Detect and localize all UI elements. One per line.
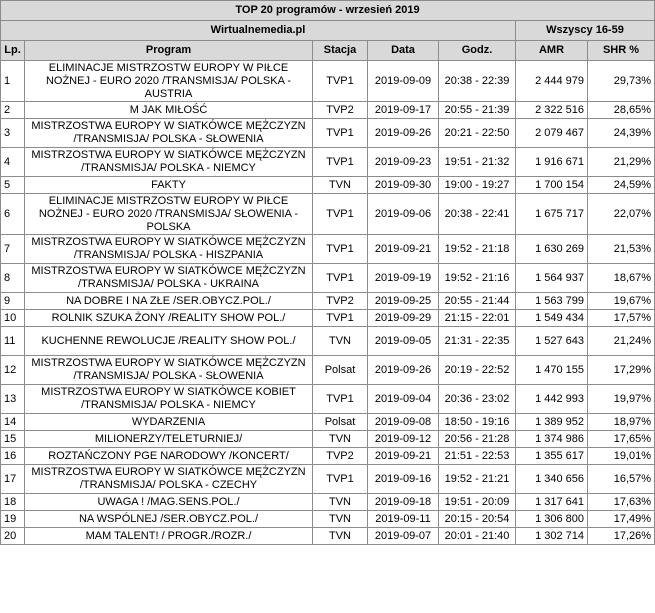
column-header-stacja: Stacja bbox=[313, 41, 368, 61]
cell-stacja: TVN bbox=[313, 528, 368, 545]
cell-data: 2019-09-16 bbox=[368, 465, 439, 494]
cell-program: NA WSPÓLNEJ /SER.OBYCZ.POL./ bbox=[25, 511, 313, 528]
column-header-godz: Godz. bbox=[439, 41, 516, 61]
cell-shr: 28,65% bbox=[588, 102, 655, 119]
cell-amr: 1 442 993 bbox=[516, 385, 588, 414]
cell-lp: 10 bbox=[1, 310, 25, 327]
cell-lp: 20 bbox=[1, 528, 25, 545]
cell-program: NA DOBRE I NA ZŁE /SER.OBYCZ.POL./ bbox=[25, 293, 313, 310]
cell-godz: 20:55 - 21:44 bbox=[439, 293, 516, 310]
cell-program: ELIMINACJE MISTRZOSTW EUROPY W PIŁCE NOŻNEJ - EURO 2020 /TRANSMISJA/ POLSKA - AUSTRIA bbox=[25, 61, 313, 102]
cell-stacja: Polsat bbox=[313, 414, 368, 431]
cell-lp: 15 bbox=[1, 431, 25, 448]
cell-godz: 20:38 - 22:41 bbox=[439, 194, 516, 235]
table-row bbox=[1, 385, 655, 414]
cell-data: 2019-09-04 bbox=[368, 385, 439, 414]
cell-stacja: TVP1 bbox=[313, 264, 368, 293]
cell-lp: 12 bbox=[1, 356, 25, 385]
cell-lp: 16 bbox=[1, 448, 25, 465]
cell-stacja: TVP1 bbox=[313, 119, 368, 148]
cell-amr: 2 079 467 bbox=[516, 119, 588, 148]
cell-program: FAKTY bbox=[25, 177, 313, 194]
cell-godz: 20:55 - 21:39 bbox=[439, 102, 516, 119]
cell-stacja: TVP2 bbox=[313, 293, 368, 310]
cell-lp: 14 bbox=[1, 414, 25, 431]
cell-amr: 1 630 269 bbox=[516, 235, 588, 264]
cell-shr: 29,73% bbox=[588, 61, 655, 102]
column-header-data: Data bbox=[368, 41, 439, 61]
cell-program: MISTRZOSTWA EUROPY W SIATKÓWCE MĘŻCZYZN /TRANSMISJA/ POLSKA - HISZPANIA bbox=[25, 235, 313, 264]
cell-shr: 21,24% bbox=[588, 327, 655, 356]
cell-godz: 19:52 - 21:21 bbox=[439, 465, 516, 494]
cell-stacja: TVP1 bbox=[313, 465, 368, 494]
table-row bbox=[1, 235, 655, 264]
cell-program: M JAK MIŁOŚĆ bbox=[25, 102, 313, 119]
cell-program: ROZTAŃCZONY PGE NARODOWY /KONCERT/ bbox=[25, 448, 313, 465]
cell-data: 2019-09-08 bbox=[368, 414, 439, 431]
cell-godz: 21:31 - 22:35 bbox=[439, 327, 516, 356]
cell-amr: 1 302 714 bbox=[516, 528, 588, 545]
cell-shr: 17,63% bbox=[588, 494, 655, 511]
cell-program: MISTRZOSTWA EUROPY W SIATKÓWCE MĘŻCZYZN /TRANSMISJA/ POLSKA - NIEMCY bbox=[25, 148, 313, 177]
cell-amr: 1 389 952 bbox=[516, 414, 588, 431]
cell-stacja: TVP1 bbox=[313, 385, 368, 414]
cell-data: 2019-09-12 bbox=[368, 431, 439, 448]
column-header-shr: SHR % bbox=[588, 41, 655, 61]
cell-data: 2019-09-23 bbox=[368, 148, 439, 177]
table-row bbox=[1, 177, 655, 194]
table-row bbox=[1, 119, 655, 148]
cell-godz: 19:00 - 19:27 bbox=[439, 177, 516, 194]
table-row bbox=[1, 528, 655, 545]
cell-godz: 20:38 - 22:39 bbox=[439, 61, 516, 102]
cell-shr: 21,53% bbox=[588, 235, 655, 264]
table-row bbox=[1, 431, 655, 448]
cell-program: ROLNIK SZUKA ŻONY /REALITY SHOW POL./ bbox=[25, 310, 313, 327]
cell-godz: 20:21 - 22:50 bbox=[439, 119, 516, 148]
cell-lp: 19 bbox=[1, 511, 25, 528]
cell-shr: 19,67% bbox=[588, 293, 655, 310]
column-header-lp: Lp. bbox=[1, 41, 25, 61]
cell-data: 2019-09-30 bbox=[368, 177, 439, 194]
cell-shr: 16,57% bbox=[588, 465, 655, 494]
cell-lp: 7 bbox=[1, 235, 25, 264]
cell-program: MISTRZOSTWA EUROPY W SIATKÓWCE KOBIET /TRANSMISJA/ POLSKA - NIEMCY bbox=[25, 385, 313, 414]
cell-program: KUCHENNE REWOLUCJE /REALITY SHOW POL./ bbox=[25, 327, 313, 356]
cell-amr: 1 564 937 bbox=[516, 264, 588, 293]
cell-shr: 19,01% bbox=[588, 448, 655, 465]
cell-lp: 18 bbox=[1, 494, 25, 511]
cell-stacja: TVN bbox=[313, 431, 368, 448]
cell-lp: 1 bbox=[1, 61, 25, 102]
table-row bbox=[1, 310, 655, 327]
cell-lp: 5 bbox=[1, 177, 25, 194]
cell-amr: 1 675 717 bbox=[516, 194, 588, 235]
table-row bbox=[1, 356, 655, 385]
cell-godz: 19:52 - 21:18 bbox=[439, 235, 516, 264]
cell-lp: 8 bbox=[1, 264, 25, 293]
cell-shr: 17,29% bbox=[588, 356, 655, 385]
cell-data: 2019-09-07 bbox=[368, 528, 439, 545]
cell-shr: 18,97% bbox=[588, 414, 655, 431]
cell-shr: 24,59% bbox=[588, 177, 655, 194]
cell-data: 2019-09-05 bbox=[368, 327, 439, 356]
cell-amr: 1 470 155 bbox=[516, 356, 588, 385]
cell-shr: 21,29% bbox=[588, 148, 655, 177]
table-row bbox=[1, 148, 655, 177]
cell-data: 2019-09-09 bbox=[368, 61, 439, 102]
cell-stacja: TVP1 bbox=[313, 310, 368, 327]
cell-godz: 21:51 - 22:53 bbox=[439, 448, 516, 465]
table-row bbox=[1, 264, 655, 293]
cell-data: 2019-09-06 bbox=[368, 194, 439, 235]
cell-stacja: TVP2 bbox=[313, 448, 368, 465]
target-group-label: Wszyscy 16-59 bbox=[516, 21, 655, 41]
cell-lp: 6 bbox=[1, 194, 25, 235]
table-row bbox=[1, 327, 655, 356]
cell-data: 2019-09-19 bbox=[368, 264, 439, 293]
table-row bbox=[1, 494, 655, 511]
cell-amr: 2 322 516 bbox=[516, 102, 588, 119]
cell-stacja: TVN bbox=[313, 494, 368, 511]
cell-amr: 1 700 154 bbox=[516, 177, 588, 194]
cell-stacja: TVP1 bbox=[313, 148, 368, 177]
cell-shr: 18,67% bbox=[588, 264, 655, 293]
cell-amr: 1 549 434 bbox=[516, 310, 588, 327]
column-header-amr: AMR bbox=[516, 41, 588, 61]
cell-program: MISTRZOSTWA EUROPY W SIATKÓWCE MĘŻCZYZN /TRANSMISJA/ POLSKA - CZECHY bbox=[25, 465, 313, 494]
cell-shr: 19,97% bbox=[588, 385, 655, 414]
cell-stacja: TVP2 bbox=[313, 102, 368, 119]
cell-stacja: TVP1 bbox=[313, 61, 368, 102]
cell-godz: 20:19 - 22:52 bbox=[439, 356, 516, 385]
table-row bbox=[1, 448, 655, 465]
cell-shr: 17,26% bbox=[588, 528, 655, 545]
cell-shr: 17,65% bbox=[588, 431, 655, 448]
cell-stacja: TVN bbox=[313, 511, 368, 528]
cell-data: 2019-09-26 bbox=[368, 119, 439, 148]
cell-stacja: TVP1 bbox=[313, 194, 368, 235]
cell-data: 2019-09-11 bbox=[368, 511, 439, 528]
cell-godz: 19:51 - 20:09 bbox=[439, 494, 516, 511]
table-row bbox=[1, 194, 655, 235]
cell-lp: 4 bbox=[1, 148, 25, 177]
cell-program: ELIMINACJE MISTRZOSTW EUROPY W PIŁCE NOŻNEJ - EURO 2020 /TRANSMISJA/ SŁOWENIA - POLSKA bbox=[25, 194, 313, 235]
cell-amr: 1 317 641 bbox=[516, 494, 588, 511]
cell-godz: 20:36 - 23:02 bbox=[439, 385, 516, 414]
cell-program: MISTRZOSTWA EUROPY W SIATKÓWCE MĘŻCZYZN /TRANSMISJA/ POLSKA - UKRAINA bbox=[25, 264, 313, 293]
cell-amr: 1 355 617 bbox=[516, 448, 588, 465]
cell-amr: 1 374 986 bbox=[516, 431, 588, 448]
cell-shr: 17,57% bbox=[588, 310, 655, 327]
cell-godz: 19:52 - 21:16 bbox=[439, 264, 516, 293]
cell-shr: 24,39% bbox=[588, 119, 655, 148]
cell-stacja: TVN bbox=[313, 327, 368, 356]
cell-lp: 17 bbox=[1, 465, 25, 494]
cell-stacja: TVN bbox=[313, 177, 368, 194]
cell-program: MISTRZOSTWA EUROPY W SIATKÓWCE MĘŻCZYZN /TRANSMISJA/ POLSKA - SŁOWENIA bbox=[25, 119, 313, 148]
cell-lp: 3 bbox=[1, 119, 25, 148]
cell-amr: 1 527 643 bbox=[516, 327, 588, 356]
cell-godz: 20:15 - 20:54 bbox=[439, 511, 516, 528]
table-row bbox=[1, 465, 655, 494]
cell-program: MILIONERZY/TELETURNIEJ/ bbox=[25, 431, 313, 448]
cell-data: 2019-09-21 bbox=[368, 448, 439, 465]
cell-data: 2019-09-29 bbox=[368, 310, 439, 327]
cell-amr: 1 916 671 bbox=[516, 148, 588, 177]
cell-lp: 11 bbox=[1, 327, 25, 356]
cell-godz: 18:50 - 19:16 bbox=[439, 414, 516, 431]
table-row bbox=[1, 293, 655, 310]
cell-program: UWAGA ! /MAG.SENS.POL./ bbox=[25, 494, 313, 511]
table-row bbox=[1, 61, 655, 102]
cell-lp: 9 bbox=[1, 293, 25, 310]
table-title: TOP 20 programów - wrzesień 2019 bbox=[1, 1, 655, 21]
table-row bbox=[1, 102, 655, 119]
cell-program: MAM TALENT! / PROGR./ROZR./ bbox=[25, 528, 313, 545]
cell-amr: 2 444 979 bbox=[516, 61, 588, 102]
column-header-program: Program bbox=[25, 41, 313, 61]
cell-amr: 1 340 656 bbox=[516, 465, 588, 494]
cell-shr: 22,07% bbox=[588, 194, 655, 235]
cell-data: 2019-09-17 bbox=[368, 102, 439, 119]
cell-godz: 20:01 - 21:40 bbox=[439, 528, 516, 545]
cell-stacja: TVP1 bbox=[313, 235, 368, 264]
cell-data: 2019-09-21 bbox=[368, 235, 439, 264]
table-row bbox=[1, 511, 655, 528]
cell-lp: 13 bbox=[1, 385, 25, 414]
cell-godz: 19:51 - 21:32 bbox=[439, 148, 516, 177]
table-row bbox=[1, 414, 655, 431]
cell-amr: 1 563 799 bbox=[516, 293, 588, 310]
cell-godz: 21:15 - 22:01 bbox=[439, 310, 516, 327]
cell-data: 2019-09-26 bbox=[368, 356, 439, 385]
cell-godz: 20:56 - 21:28 bbox=[439, 431, 516, 448]
cell-data: 2019-09-25 bbox=[368, 293, 439, 310]
cell-program: MISTRZOSTWA EUROPY W SIATKÓWCE MĘŻCZYZN /TRANSMISJA/ POLSKA - SŁOWENIA bbox=[25, 356, 313, 385]
cell-amr: 1 306 800 bbox=[516, 511, 588, 528]
cell-shr: 17,49% bbox=[588, 511, 655, 528]
cell-data: 2019-09-18 bbox=[368, 494, 439, 511]
cell-lp: 2 bbox=[1, 102, 25, 119]
table-body bbox=[1, 61, 655, 545]
cell-stacja: Polsat bbox=[313, 356, 368, 385]
source-label: Wirtualnemedia.pl bbox=[1, 21, 516, 41]
cell-program: WYDARZENIA bbox=[25, 414, 313, 431]
